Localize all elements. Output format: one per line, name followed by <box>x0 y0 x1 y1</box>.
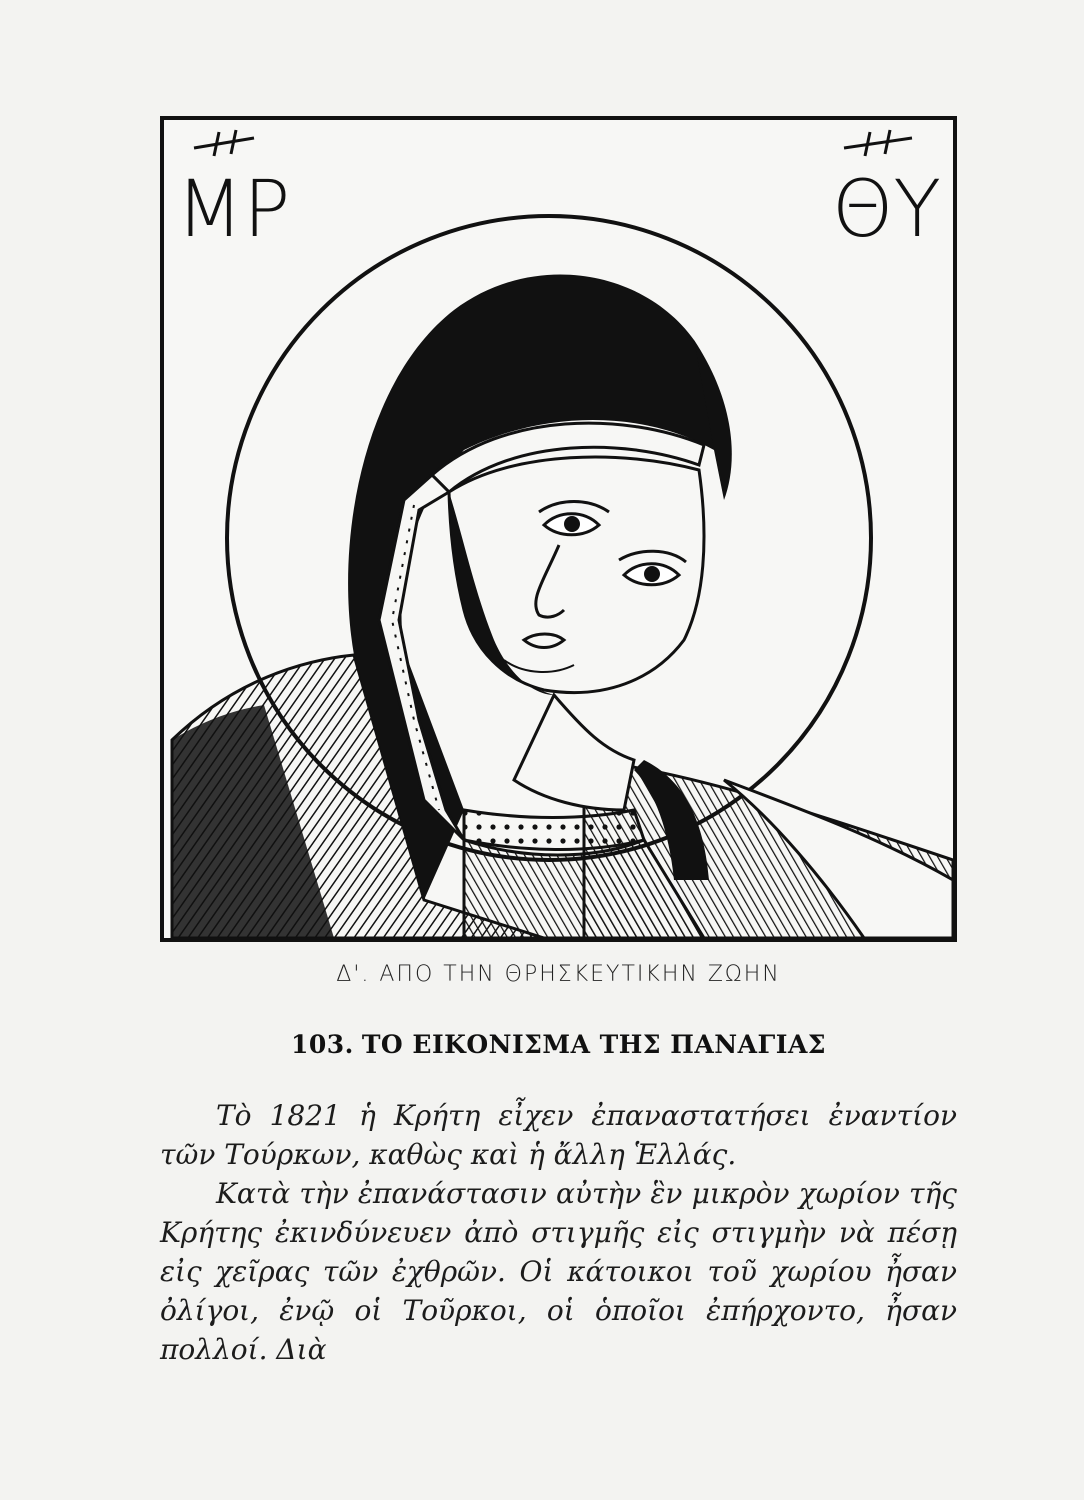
chapter-title: ΤΟ ΕΙΚΟΝΙΣΜΑ ΤΗΣ ΠΑΝΑΓΙΑΣ <box>361 1030 827 1059</box>
chapter-number: 103. <box>290 1030 354 1059</box>
monogram-right: ΘΥ <box>832 165 942 255</box>
neck <box>514 695 634 810</box>
monogram-left: ΜΡ <box>176 165 291 255</box>
section-caption: Δ'. ΑΠΟ ΤΗΝ ΘΡΗΣΚΕΥΤΙΚΗΝ ΖΩΗΝ <box>336 962 781 987</box>
chapter-heading <box>160 1030 957 1059</box>
collar <box>464 810 644 849</box>
body-text <box>160 1096 957 1369</box>
paragraph: Κατὰ τὴν ἐπανάστασιν αὐτὴν ἓν μικρὸν χωρίον τῆς Κρήτης ἐκινδύνευεν ἀπὸ στιγμῆς εἰς στιγμὴν νὰ πέσῃ εἰς χεῖρας τῶν ἐχθρῶν. Οἱ κάτοικοι τοῦ χωρίου ἦσαν ὀλίγοι, ἐνῷ οἱ Τοῦρκοι, οἱ ὁποῖοι ἐπήρχοντο, ἦσαν πολλοί. Διὰ <box>160 1177 957 1366</box>
paragraph: Τὸ 1821 ἡ Κρήτη εἶχεν ἐπαναστατήσει ἐναντίον τῶν Τούρκων, καθὼς καὶ ἡ ἄλλη Ἑλλάς. <box>160 1099 957 1171</box>
virgin-mary-icon <box>164 120 953 938</box>
icon-illustration <box>160 116 957 942</box>
